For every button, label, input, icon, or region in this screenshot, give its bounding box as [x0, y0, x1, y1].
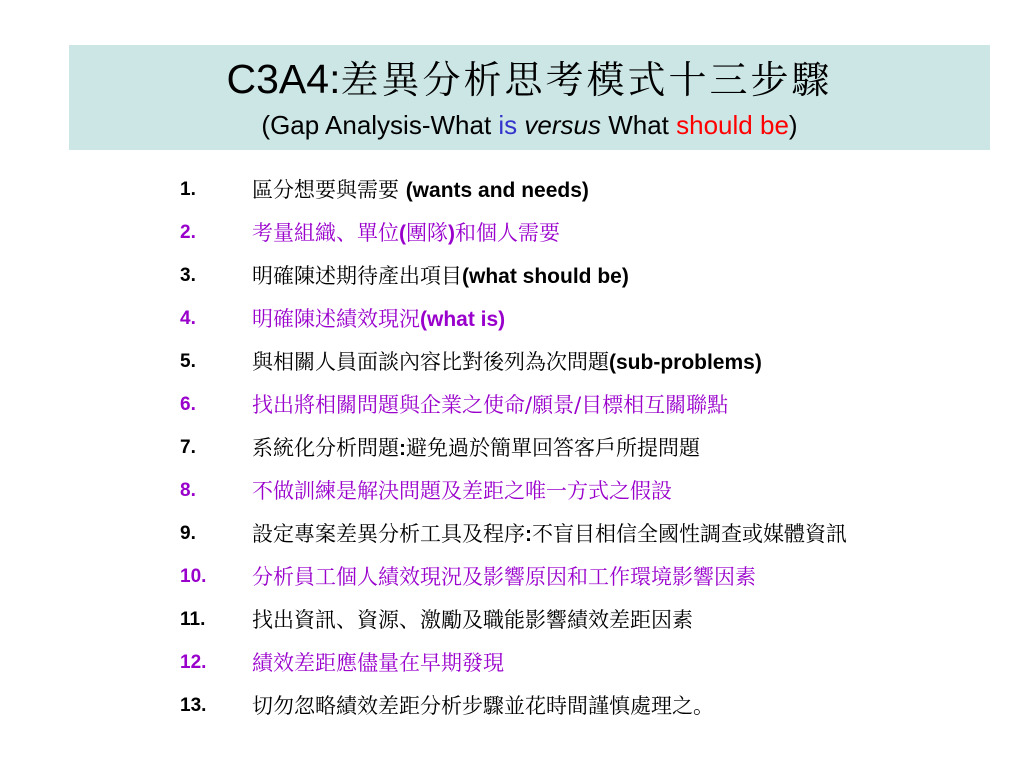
list-item	[0, 432, 1024, 475]
item-text: 與相關人員面談內容比對後列為次問題(sub-problems)	[252, 350, 762, 374]
item-number: 10.	[180, 566, 207, 587]
item-text: 設定專案差異分析工具及程序:不盲目相信全國性調查或媒體資訊	[252, 522, 847, 546]
item-text: 找出將相關問題與企業之使命/願景/目標相互關聯點	[252, 393, 729, 417]
slide-subtitle	[69, 108, 990, 142]
item-number: 4.	[180, 308, 196, 329]
subtitle-what: What	[601, 110, 677, 140]
list-item	[0, 217, 1024, 260]
list-item	[0, 475, 1024, 518]
list-item	[0, 518, 1024, 561]
item-text: 不做訓練是解決問題及差距之唯一方式之假設	[252, 479, 672, 503]
slide-title	[69, 53, 990, 106]
title-chinese: 差異分析思考模式十三步驟	[340, 58, 833, 102]
item-number: 11.	[180, 609, 206, 630]
subtitle-versus: versus	[524, 110, 601, 140]
item-number: 7.	[180, 437, 196, 458]
item-number: 12.	[180, 652, 207, 673]
subtitle-is: is	[498, 110, 518, 140]
item-number: 2.	[180, 222, 196, 243]
item-text: 績效差距應儘量在早期發現	[252, 651, 504, 675]
item-number: 6.	[180, 394, 196, 415]
list-item	[0, 690, 1024, 733]
subtitle-open: (Gap Analysis-What	[261, 110, 499, 140]
item-number: 3.	[180, 265, 196, 286]
list-item	[0, 303, 1024, 346]
item-number: 5.	[180, 351, 196, 372]
item-text: 系統化分析問題:避免過於簡單回答客戶所提問題	[252, 436, 700, 460]
list-item	[0, 389, 1024, 432]
item-number: 13.	[180, 695, 207, 716]
steps-list	[0, 174, 1024, 733]
item-text: 明確陳述績效現況(what is)	[252, 307, 506, 331]
list-item	[0, 647, 1024, 690]
item-number: 1.	[180, 179, 196, 200]
item-text: 區分想要與需要 (wants and needs)	[252, 178, 589, 202]
list-item	[0, 561, 1024, 604]
item-text: 切勿忽略績效差距分析步驟並花時間謹慎處理之。	[252, 694, 714, 718]
list-item	[0, 346, 1024, 389]
list-item	[0, 174, 1024, 217]
title-box	[69, 45, 990, 150]
item-text: 找出資訊、資源、激勵及職能影響績效差距因素	[252, 608, 693, 632]
item-text: 分析員工個人績效現況及影響原因和工作環境影響因素	[252, 565, 756, 589]
title-code: C3A4:	[226, 56, 341, 102]
item-number: 9.	[180, 523, 196, 544]
subtitle-should-be: should be	[676, 110, 789, 140]
item-text: 考量組織、單位(團隊)和個人需要	[252, 221, 560, 245]
list-item	[0, 604, 1024, 647]
item-text: 明確陳述期待產出項目(what should be)	[252, 264, 629, 288]
subtitle-close: )	[788, 110, 798, 140]
list-item	[0, 260, 1024, 303]
item-number: 8.	[180, 480, 196, 501]
